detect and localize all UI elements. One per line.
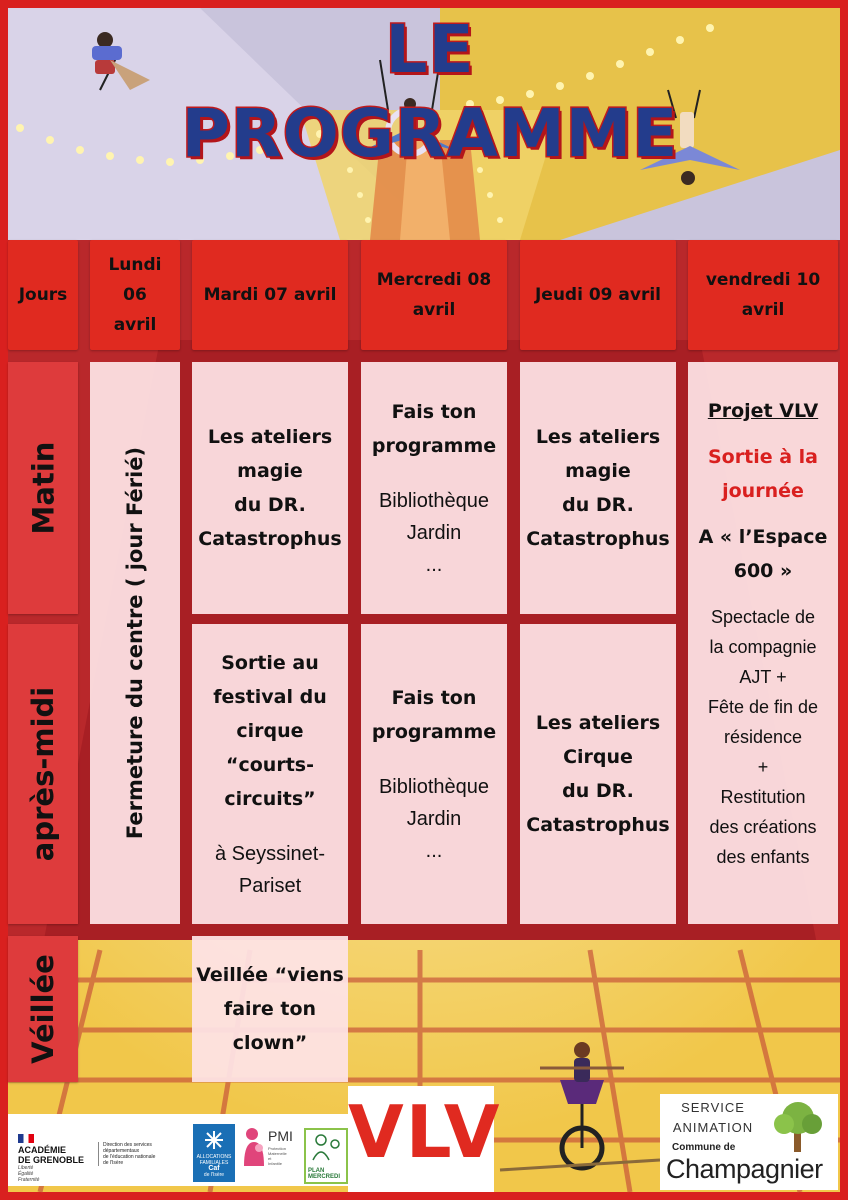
- vendredi-lieu: A « l’Espace 600 »: [698, 526, 828, 582]
- commune-label: Commune de: [672, 1142, 736, 1153]
- caf-name: Caf: [208, 1165, 220, 1172]
- vendredi-sortie: Sortie à la journée: [708, 446, 818, 502]
- cell-vendredi: [688, 362, 838, 924]
- french-flag-icon: [18, 1134, 34, 1143]
- vendredi-project: Projet VLV: [707, 400, 819, 422]
- mercredi-matin-title: Fais ton programme: [371, 401, 497, 457]
- row-label-matin: [8, 362, 78, 614]
- mardi-apres-midi-title: Sortie au festival du cirque “courts- circuits”: [213, 652, 327, 810]
- cell-mardi-matin: [192, 362, 348, 614]
- service-animation-logo: [660, 1094, 838, 1190]
- animation-label: ANIMATION: [672, 1120, 754, 1135]
- vendredi-details: Spectacle de la compagnie AJT + Fête de fin de résidence + Restitution des créations des enfants: [707, 607, 819, 867]
- pmi-subtitle: Protection Maternelle et Infantile: [268, 1146, 287, 1166]
- header-lundi: Lundi 06 avril: [90, 240, 180, 350]
- mardi-apres-midi-place: à Seyssinet- Pariset: [214, 843, 326, 897]
- academie-name: ACADÉMIE DE GRENOBLE: [18, 1145, 85, 1165]
- cell-mercredi-apres-midi: [361, 624, 507, 924]
- cell-jeudi-matin: [520, 362, 676, 614]
- academie-motto: Liberté Égalité Fraternité: [18, 1165, 40, 1183]
- vlv-text: VLV: [348, 1090, 502, 1174]
- tree-icon: [768, 1098, 828, 1154]
- row-label-veillee-text: Véillée: [26, 954, 60, 1064]
- mercredi-apres-midi-title: Fais ton programme: [371, 687, 497, 743]
- pmi-label: PMI: [268, 1128, 293, 1144]
- cell-mardi-veillee: [192, 936, 348, 1082]
- header-mardi: Mardi 07 avril: [192, 240, 348, 350]
- mardi-matin-text: Les ateliers magie du DR. Catastrophus: [198, 426, 342, 550]
- plan-mercredi-logo: [304, 1128, 348, 1184]
- header-jeudi: Jeudi 09 avril: [520, 240, 676, 350]
- cell-lundi: [90, 362, 180, 924]
- pmi-mother-child-icon: [242, 1126, 266, 1166]
- partner-logos: [8, 1114, 350, 1186]
- lundi-closed-text: Fermeture du centre ( jour Férié): [123, 446, 147, 840]
- header-jours: Jours: [8, 240, 78, 350]
- row-label-matin-text: Matin: [26, 441, 61, 535]
- caf-region: de l'Isère: [203, 1172, 225, 1178]
- cell-jeudi-apres-midi: [520, 624, 676, 924]
- caf-snowflake-icon: [204, 1130, 224, 1150]
- row-label-apres-midi-text: après-midi: [26, 686, 61, 862]
- caf-label: ALLOCATIONS FAMILIALES: [196, 1154, 232, 1166]
- town-name: Champagnier: [666, 1154, 823, 1184]
- mercredi-matin-list: Bibliothèque Jardin ...: [378, 490, 490, 576]
- cell-mercredi-matin: [361, 362, 507, 614]
- plan-mercredi-label: PLAN MERCREDI: [308, 1168, 341, 1180]
- page-title: LE PROGRAMME: [181, 11, 679, 172]
- jeudi-matin-text: Les ateliers magie du DR. Catastrophus: [526, 426, 670, 550]
- cell-mardi-apres-midi: [192, 624, 348, 924]
- mardi-veillee-text: Veillée “viens faire ton clown”: [196, 964, 344, 1054]
- caf-logo: [193, 1124, 235, 1182]
- plan-mercredi-figures-icon: [307, 1132, 347, 1162]
- vlv-logo: [348, 1086, 502, 1192]
- mercredi-apres-midi-list: Bibliothèque Jardin ...: [378, 776, 490, 862]
- header-vendredi: vendredi 10 avril: [688, 240, 838, 350]
- service-label: SERVICE: [681, 1100, 745, 1115]
- academie-logo: [18, 1134, 102, 1183]
- row-label-apres-midi: [8, 624, 78, 924]
- dsden-text: Direction des services départementaux de l'éducation nationale de l'Isère: [98, 1142, 188, 1166]
- jeudi-apres-midi-text: Les ateliers Cirque du DR. Catastrophus: [526, 712, 670, 836]
- header-mercredi: Mercredi 08 avril: [361, 240, 507, 350]
- row-label-veillee: [8, 936, 78, 1082]
